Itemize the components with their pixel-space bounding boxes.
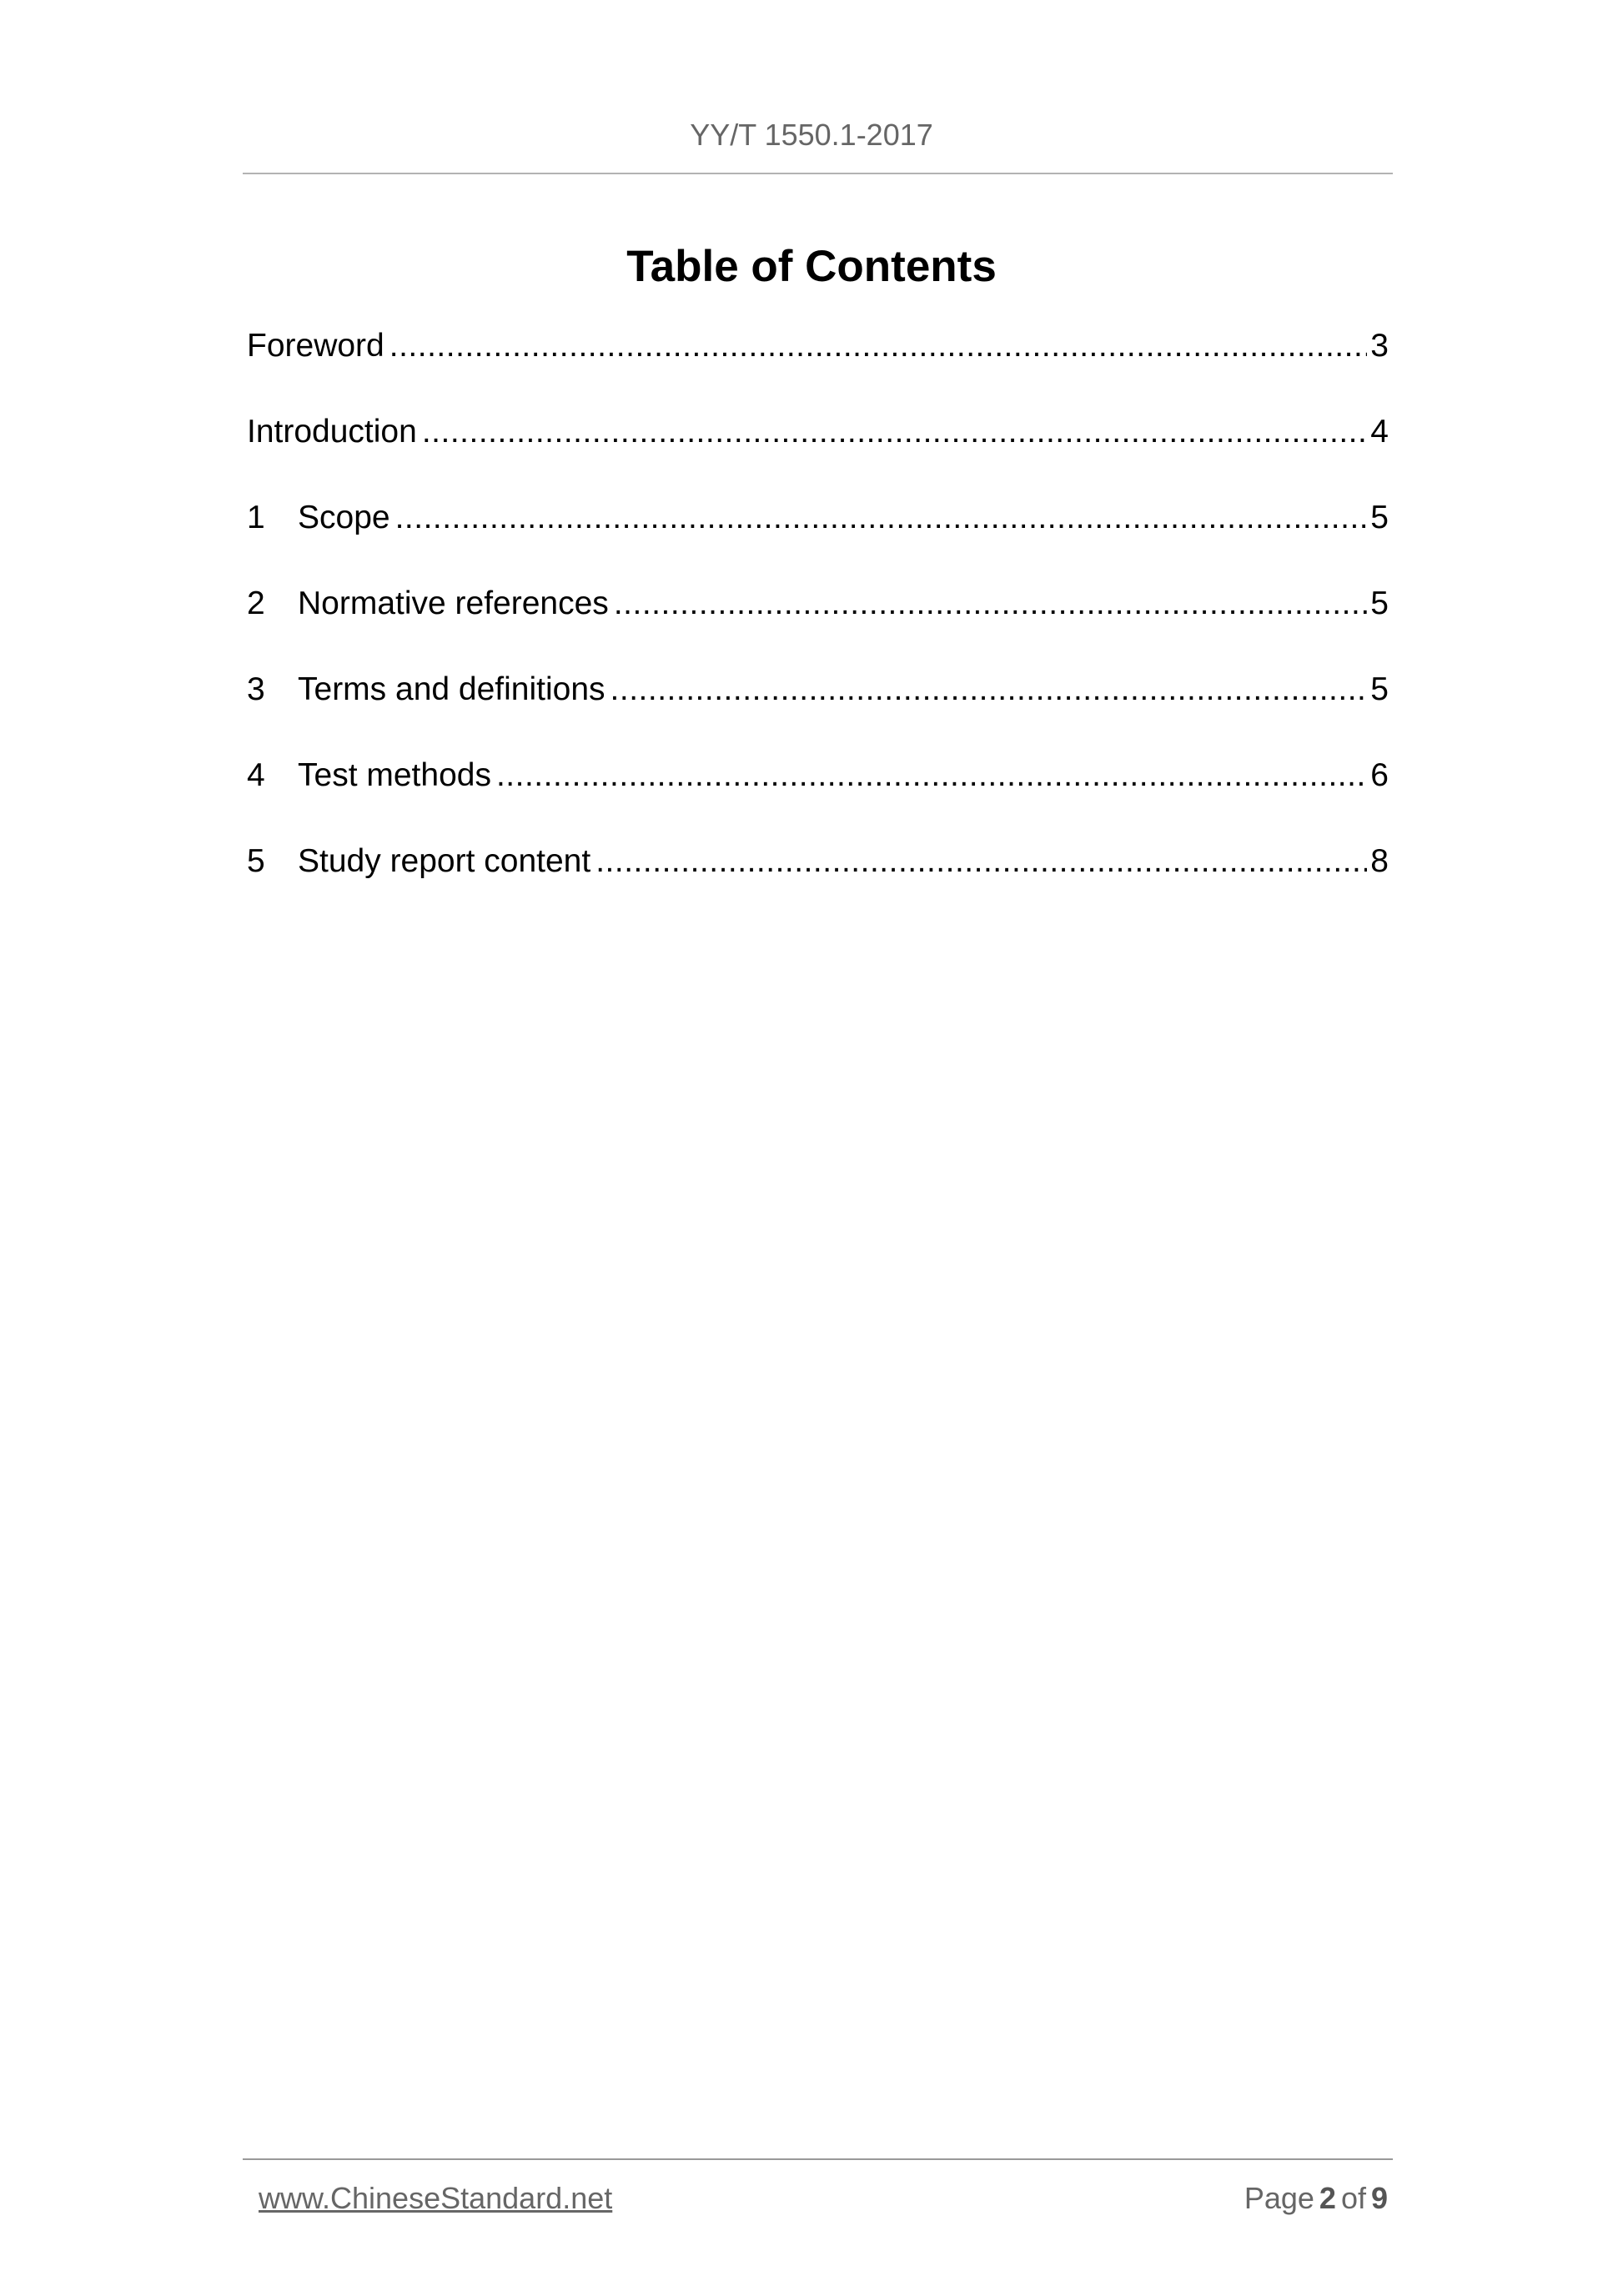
current-page-number: 2 [1319, 2181, 1336, 2215]
page-indicator [1239, 2180, 1388, 2217]
toc-entry-test-methods[interactable] [247, 755, 1389, 841]
total-pages-number: 9 [1370, 2181, 1388, 2215]
toc-entry-study-report-content[interactable] [247, 841, 1389, 927]
toc-entry-label: Foreword [247, 328, 384, 364]
toc-entry-scope[interactable] [247, 497, 1389, 583]
toc-entry-introduction[interactable] [247, 411, 1389, 497]
toc-entry-terms-and-definitions[interactable] [247, 669, 1389, 755]
toc-dot-leader [595, 841, 1367, 882]
toc-list [247, 325, 1389, 927]
toc-dot-leader [395, 497, 1368, 539]
toc-entry-number: 1 [247, 500, 265, 535]
toc-entry-number: 4 [247, 757, 265, 793]
toc-entry-page: 4 [1370, 414, 1389, 450]
header-divider [243, 173, 1393, 174]
toc-entry-label: Terms and definitions [298, 671, 605, 707]
toc-entry-label: Introduction [247, 414, 417, 450]
toc-entry-normative-references[interactable] [247, 583, 1389, 669]
website-link[interactable]: www.ChineseStandard.net [259, 2181, 613, 2215]
toc-dot-leader [614, 583, 1367, 625]
footer-divider [243, 2158, 1393, 2160]
toc-entry-page: 5 [1370, 500, 1389, 535]
toc-entry-page: 5 [1370, 585, 1389, 621]
toc-entry-page: 6 [1370, 757, 1389, 793]
document-code: YY/T 1550.1-2017 [690, 118, 933, 152]
toc-entry-number: 3 [247, 671, 265, 707]
page-prefix: Page [1244, 2181, 1314, 2215]
toc-dot-leader [611, 669, 1368, 711]
toc-entry-number: 5 [247, 843, 265, 879]
toc-dot-leader [422, 411, 1367, 453]
page-of-label: of [1340, 2181, 1366, 2215]
toc-title: Table of Contents [626, 242, 997, 291]
toc-dot-leader [389, 325, 1368, 367]
toc-entry-foreword[interactable] [247, 325, 1389, 411]
toc-entry-page: 5 [1370, 671, 1389, 707]
toc-entry-page: 3 [1370, 328, 1389, 364]
toc-entry-label: Normative references [298, 585, 609, 621]
toc-entry-label: Study report content [298, 843, 591, 879]
toc-entry-label: Test methods [298, 757, 491, 793]
toc-dot-leader [496, 755, 1367, 796]
toc-entry-label: Scope [298, 500, 390, 535]
toc-entry-number: 2 [247, 585, 265, 621]
toc-entry-page: 8 [1370, 843, 1389, 879]
